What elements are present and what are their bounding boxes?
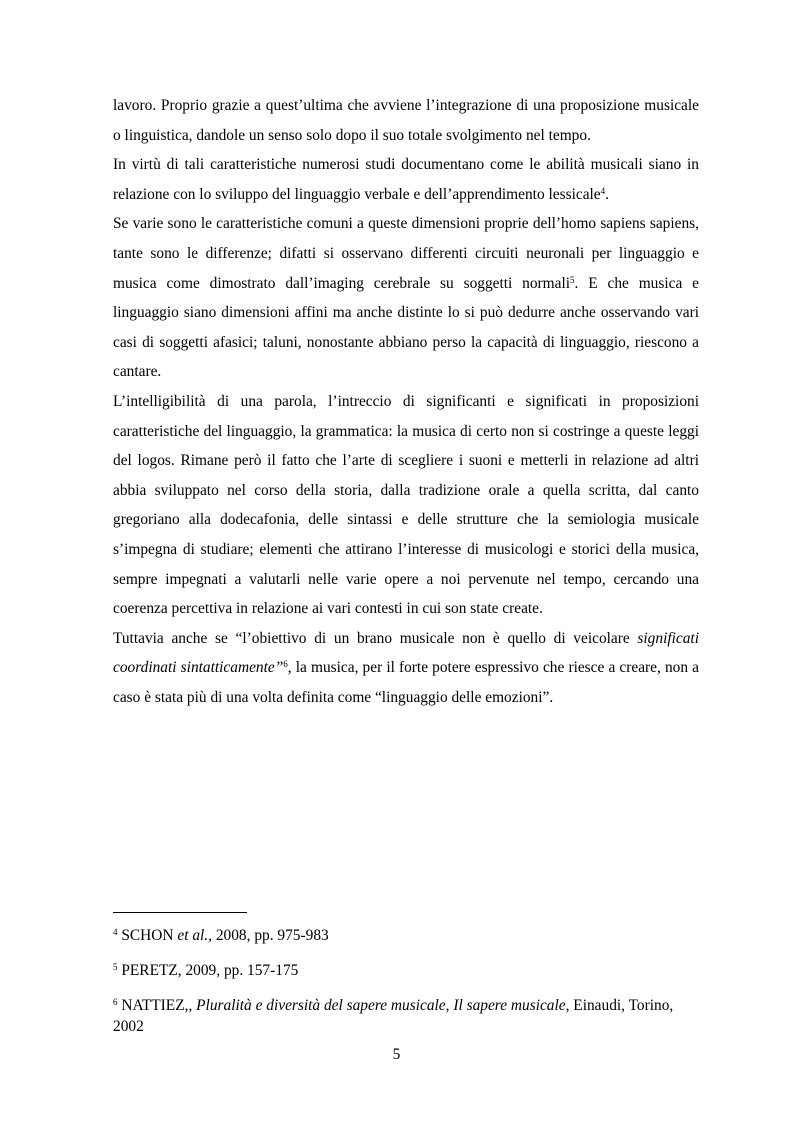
footnote-6-number: 6 bbox=[113, 997, 118, 1007]
footnote-4-author: SCHON bbox=[117, 927, 178, 944]
paragraph-3-rest: . E che musica e linguaggio siano dimensioni affini ma anche distinte lo si può dedurre anche osservando vari casi di soggetti afasici; taluni, nonostante abbiano perso la capacità di linguaggio, riescono a cantare. bbox=[113, 274, 699, 381]
footnote-ref-6[interactable]: 6 bbox=[283, 659, 288, 670]
footnote-6-title: Pluralità e diversità del sapere musicale bbox=[196, 997, 446, 1014]
footnote-ref-5[interactable]: 5 bbox=[570, 274, 575, 285]
paragraph-3-text: Se varie sono le caratteristiche comuni a queste dimensioni proprie dell’homo sapiens sapiens, tante sono le differenze; difatti si osservano differenti circuiti neuronali per linguaggio e musica come dimostrato dall’imaging cerebrale su soggetti normali bbox=[113, 215, 699, 292]
footnote-6-book: Il sapere musicale bbox=[453, 997, 566, 1014]
body-text bbox=[113, 91, 699, 712]
paragraph-3 bbox=[113, 209, 699, 387]
footnote-5-number: 5 bbox=[113, 962, 118, 972]
footnote-4-number: 4 bbox=[113, 927, 118, 937]
footnote-4-italic: et al., bbox=[177, 927, 212, 944]
paragraph-4: L’intelligibilità di una parola, l’intreccio di significanti e significati in proposizioni caratteristiche del linguaggio, la grammatica: la musica di certo non si costringe a queste leggi del logos. Rimane però il fatto che l’arte di scegliere i suoni e metterli in relazione ad altri abbia sviluppato nel corso della storia, dalla tradizione orale a quella scritta, dal canto gregoriano alla dodecafonia, delle sintassi e delle strutture che la semiologia musicale s’impegna di studiare; elementi che attirano l’interesse di musicologi e storici della musica, sempre impegnati a valutarli nelle varie opere a noi pervenute nel tempo, cercando una coerenza percettiva in relazione ai vari contesti in cui son state create. bbox=[113, 392, 699, 618]
paragraph-5-start: Tuttavia anche se “l’obiettivo di un brano musicale non è quello di veicolare bbox=[113, 629, 638, 647]
paragraph-5 bbox=[113, 624, 699, 713]
paragraph-2 bbox=[113, 150, 699, 209]
paragraph-2-end: . bbox=[605, 185, 609, 203]
footnote-ref-4[interactable]: 4 bbox=[600, 185, 606, 196]
paragraph-5-italic: significati coordinati sintatticamente” bbox=[113, 629, 699, 677]
paragraph-5-rest: , la musica, per il forte potere espressivo che riesce a creare, non a caso è stata più di una volta definita come “linguaggio delle emozioni”. bbox=[113, 659, 699, 706]
paragraph-1: lavoro. Proprio grazie a quest’ultima che avviene l’integrazione di una proposizione musicale o linguistica, dandole un senso solo dopo il suo totale svolgimento nel tempo. bbox=[113, 97, 699, 144]
footnote-separator bbox=[113, 912, 247, 913]
page-number: 5 bbox=[392, 1046, 401, 1063]
footnote-4-details: 2008, pp. 975-983 bbox=[212, 927, 329, 944]
footnote-5-text: PERETZ, 2009, pp. 157-175 bbox=[117, 962, 299, 979]
footnote-6-author: NATTIEZ,, bbox=[117, 997, 197, 1014]
footnote-5 bbox=[113, 960, 699, 981]
footnote-6 bbox=[113, 995, 699, 1037]
paragraph-2-text: In virtù di tali caratteristiche numerosi studi documentano come le abilità musicali siano in relazione con lo sviluppo del linguaggio verbale e dell’apprendimento lessicale bbox=[113, 156, 699, 203]
footnote-6-publisher: , Einaudi, Torino, 2002 bbox=[113, 997, 674, 1035]
footnotes bbox=[113, 925, 699, 1051]
footnote-4 bbox=[113, 925, 699, 946]
footnote-6-comma: , bbox=[445, 997, 454, 1014]
